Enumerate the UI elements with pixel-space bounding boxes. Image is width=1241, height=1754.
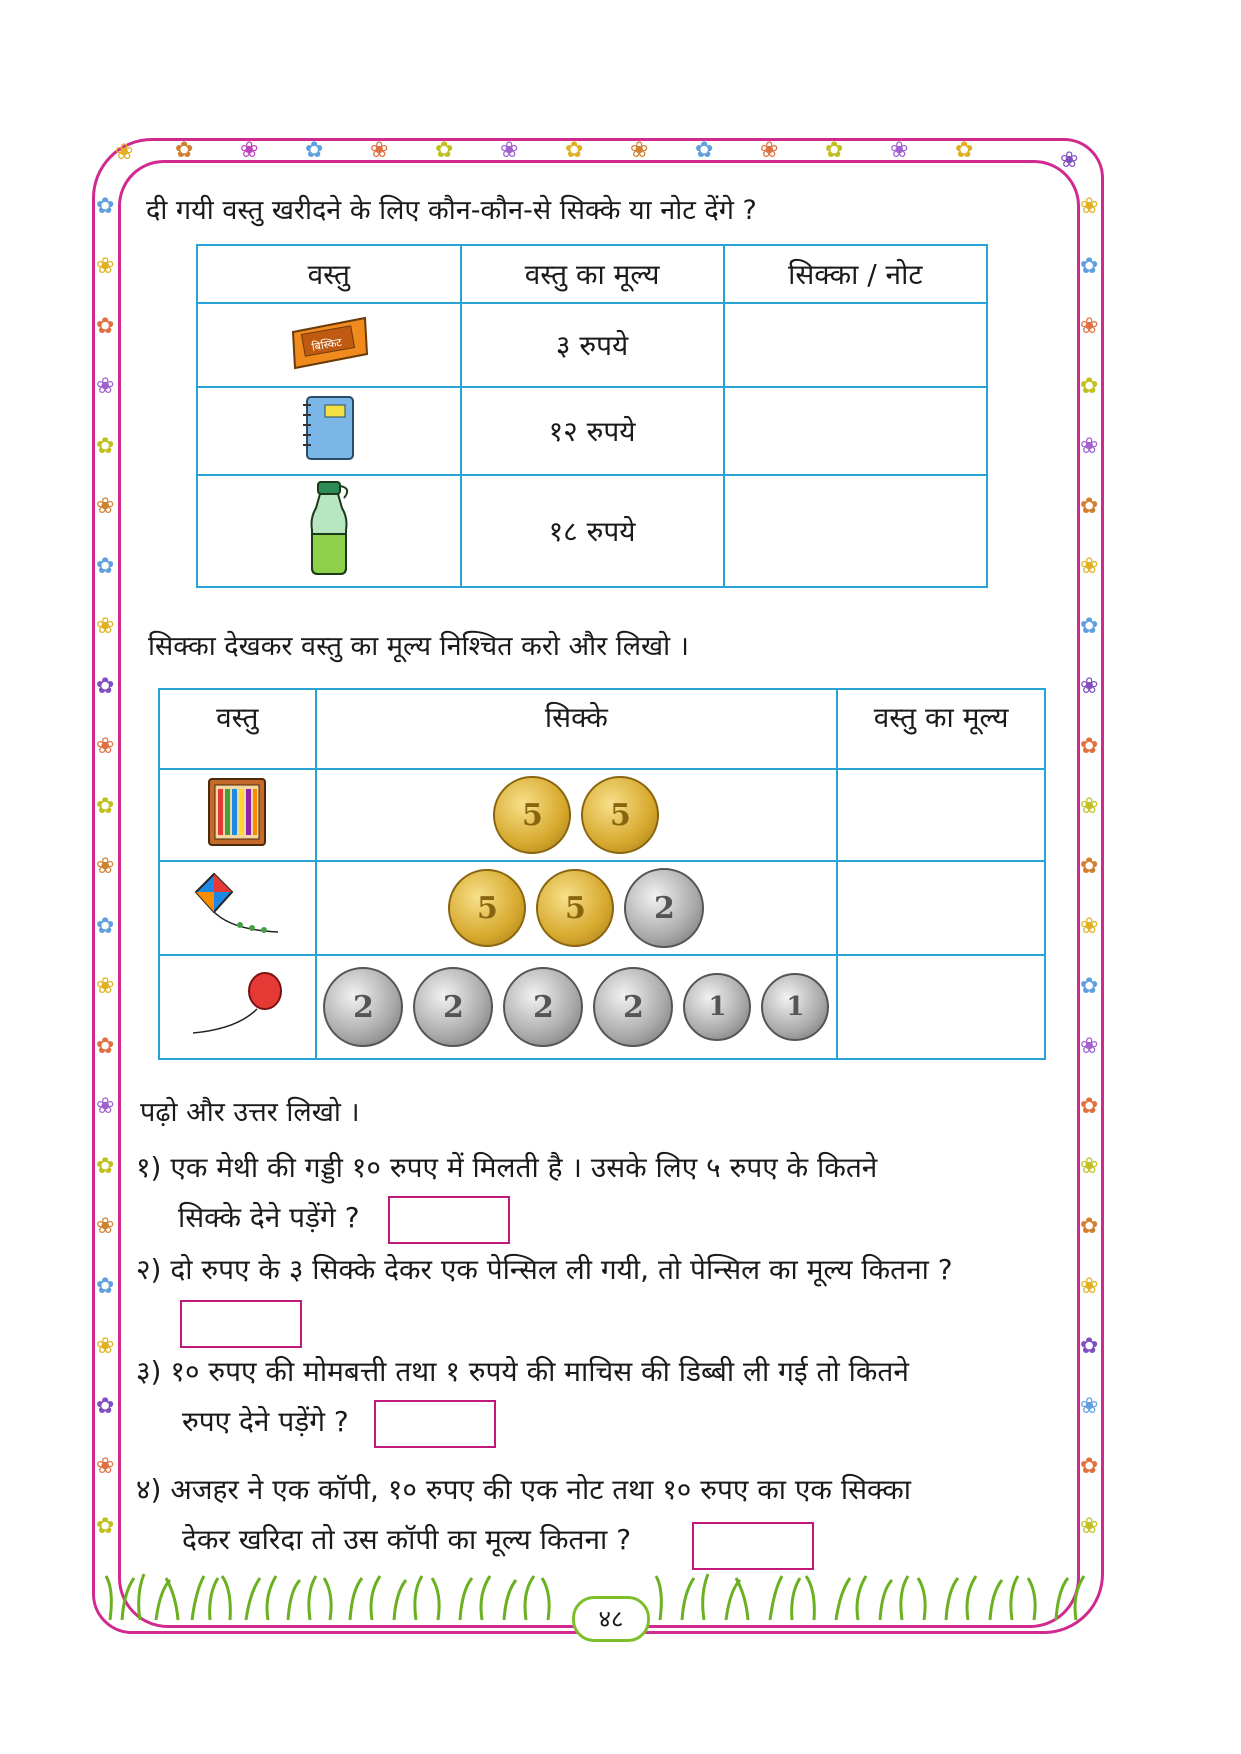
- col-header-coins: सिक्के: [316, 689, 838, 769]
- coin-group: [317, 776, 837, 854]
- butterfly-icon: ✿: [1080, 854, 1099, 879]
- item-cell: [197, 475, 461, 587]
- price-cell: १८ रुपये: [461, 475, 724, 587]
- question-3-line-1: ३) १० रुपए की मोमबत्ती तथा १ रुपये की माचिस की डिब्बी ली गई तो कितने: [136, 1355, 909, 1388]
- balloon-icon: [187, 969, 287, 1039]
- col-header-coin-note: सिक्का / नोट: [724, 245, 987, 303]
- butterfly-icon: ✿: [695, 138, 714, 163]
- butterfly-icon: ❀: [1080, 674, 1099, 699]
- butterfly-icon: ❀: [500, 138, 519, 163]
- butterfly-icon: ✿: [96, 1394, 115, 1419]
- butterfly-icon: ✿: [96, 314, 115, 339]
- butterfly-icon: ❀: [1080, 314, 1099, 339]
- butterfly-icon: ❀: [1080, 1274, 1099, 1299]
- table-row: [197, 387, 987, 475]
- butterfly-icon: ❀: [760, 138, 779, 163]
- butterfly-icon: ✿: [96, 1274, 115, 1299]
- butterfly-icon: ✿: [96, 914, 115, 939]
- butterfly-icon: ❀: [96, 854, 115, 879]
- coin-5-icon: 5: [493, 776, 571, 854]
- butterfly-icon: ❀: [96, 374, 115, 399]
- item-cell: [197, 387, 461, 475]
- biscuit-packet-icon: [287, 314, 371, 370]
- item-cell: [197, 303, 461, 387]
- coin-group: [317, 868, 837, 948]
- butterfly-icon: ❀: [115, 140, 134, 165]
- section2-heading: सिक्का देखकर वस्तु का मूल्य निश्चित करो और लिखो ।: [148, 631, 689, 662]
- item-cell: [159, 955, 316, 1059]
- coin-1-icon: 1: [683, 973, 751, 1041]
- butterfly-icon: ✿: [955, 138, 974, 163]
- answer-box-1[interactable]: [388, 1196, 510, 1244]
- section1-heading: दी गयी वस्तु खरीदने के लिए कौन-कौन-से सिक्के या नोट देंगे ?: [146, 195, 757, 226]
- butterfly-icon: ❀: [1060, 148, 1079, 173]
- coin-5-icon: 5: [448, 869, 526, 947]
- answer-cell[interactable]: [837, 769, 1045, 861]
- butterfly-icon: ✿: [1080, 974, 1099, 999]
- col-header-value: वस्तु का मूल्य: [837, 689, 1045, 769]
- butterfly-icon: ✿: [1080, 494, 1099, 519]
- answer-cell[interactable]: [724, 303, 987, 387]
- coin-5-icon: 5: [536, 869, 614, 947]
- section3-heading: पढ़ो और उत्तर लिखो ।: [140, 1097, 360, 1128]
- butterfly-icon: ❀: [1080, 1394, 1099, 1419]
- butterfly-icon: ✿: [305, 138, 324, 163]
- coin-2-icon: 2: [413, 967, 493, 1047]
- butterfly-icon: ❀: [96, 254, 115, 279]
- table-row: [159, 861, 1045, 955]
- answer-cell[interactable]: [837, 861, 1045, 955]
- kite-icon: [192, 870, 282, 940]
- table-row: [197, 475, 987, 587]
- butterfly-icon: ✿: [96, 794, 115, 819]
- water-bottle-icon: [304, 478, 354, 578]
- answer-cell[interactable]: [724, 387, 987, 475]
- coins-cell: [316, 955, 838, 1059]
- butterfly-icon: ❀: [1080, 1154, 1099, 1179]
- page-number: ४८: [572, 1596, 650, 1642]
- coin-group: [317, 967, 837, 1047]
- table-row: [197, 303, 987, 387]
- butterfly-icon: ❀: [96, 1214, 115, 1239]
- butterfly-icon: ✿: [1080, 1454, 1099, 1479]
- table-row: [159, 769, 1045, 861]
- butterfly-icon: ✿: [96, 1034, 115, 1059]
- butterfly-icon: ❀: [96, 734, 115, 759]
- butterfly-icon: ✿: [96, 434, 115, 459]
- crayon-box-icon: [205, 775, 269, 849]
- butterfly-icon: ✿: [1080, 374, 1099, 399]
- answer-cell[interactable]: [837, 955, 1045, 1059]
- answer-box-4[interactable]: [692, 1522, 814, 1570]
- butterfly-icon: ❀: [96, 1094, 115, 1119]
- answer-box-2[interactable]: [180, 1300, 302, 1348]
- butterfly-icon: ❀: [96, 494, 115, 519]
- coin-1-icon: 1: [761, 973, 829, 1041]
- butterfly-icon: ✿: [1080, 614, 1099, 639]
- butterfly-icon: ✿: [1080, 1214, 1099, 1239]
- butterfly-icon: ❀: [1080, 1514, 1099, 1539]
- item-cell: [159, 861, 316, 955]
- coins-cell: [316, 861, 838, 955]
- col-header-price: वस्तु का मूल्य: [461, 245, 724, 303]
- butterfly-icon: ✿: [96, 1154, 115, 1179]
- question-3-line-2: रुपए देने पड़ेंगे ?: [182, 1405, 349, 1438]
- butterfly-icon: ❀: [96, 1454, 115, 1479]
- item-cell: [159, 769, 316, 861]
- question-1-line-1: १) एक मेथी की गड्डी १० रुपए में मिलती है । उसके लिए ५ रुपए के कितने: [136, 1151, 878, 1184]
- price-cell: १२ रुपये: [461, 387, 724, 475]
- col-header-item: वस्तु: [159, 689, 316, 769]
- butterfly-icon: ❀: [630, 138, 649, 163]
- butterfly-icon: ✿: [96, 554, 115, 579]
- biscuit-label: बिस्किट: [310, 335, 343, 354]
- purchase-table: [196, 244, 988, 588]
- question-4-line-2: देकर खरिदा तो उस कॉपी का मूल्य कितना ?: [182, 1523, 632, 1556]
- col-header-item: वस्तु: [197, 245, 461, 303]
- question-4-line-1: ४) अजहर ने एक कॉपी, १० रुपए की एक नोट तथा १० रुपए का एक सिक्का: [136, 1473, 912, 1506]
- butterfly-icon: ✿: [96, 194, 115, 219]
- coins-cell: [316, 769, 838, 861]
- price-cell: ३ रुपये: [461, 303, 724, 387]
- butterfly-icon: ✿: [1080, 1094, 1099, 1119]
- butterfly-icon: ❀: [890, 138, 909, 163]
- coin-2-icon: 2: [323, 967, 403, 1047]
- butterfly-icon: ✿: [96, 1514, 115, 1539]
- coin-2-icon: 2: [593, 967, 673, 1047]
- answer-box-3[interactable]: [374, 1400, 496, 1448]
- butterfly-icon: ✿: [96, 674, 115, 699]
- butterfly-icon: ✿: [1080, 254, 1099, 279]
- butterfly-icon: ✿: [175, 138, 194, 163]
- butterfly-icon: ✿: [1080, 734, 1099, 759]
- question-2-line-1: २) दो रुपए के ३ सिक्के देकर एक पेन्सिल ली गयी, तो पेन्सिल का मूल्य कितना ?: [136, 1253, 953, 1286]
- table-row: [159, 955, 1045, 1059]
- butterfly-icon: ✿: [1080, 1334, 1099, 1359]
- butterfly-icon: ❀: [1080, 794, 1099, 819]
- answer-cell[interactable]: [724, 475, 987, 587]
- coin-value-table: [158, 688, 1046, 1060]
- butterfly-icon: ✿: [825, 138, 844, 163]
- butterfly-icon: ❀: [96, 1334, 115, 1359]
- question-1-line-2: सिक्के देने पड़ेंगे ?: [178, 1201, 360, 1234]
- butterfly-icon: ❀: [96, 974, 115, 999]
- coin-2-icon: 2: [503, 967, 583, 1047]
- butterfly-icon: ❀: [1080, 554, 1099, 579]
- butterfly-icon: ✿: [435, 138, 454, 163]
- coin-2-icon: 2: [624, 868, 704, 948]
- butterfly-icon: ❀: [240, 138, 259, 163]
- coin-5-icon: 5: [581, 776, 659, 854]
- butterfly-icon: ❀: [1080, 1034, 1099, 1059]
- butterfly-icon: ✿: [565, 138, 584, 163]
- butterfly-icon: ❀: [370, 138, 389, 163]
- butterfly-icon: ❀: [1080, 434, 1099, 459]
- butterfly-icon: ❀: [96, 614, 115, 639]
- butterfly-icon: ❀: [1080, 914, 1099, 939]
- notebook-icon: [299, 393, 359, 463]
- butterfly-icon: ❀: [1080, 194, 1099, 219]
